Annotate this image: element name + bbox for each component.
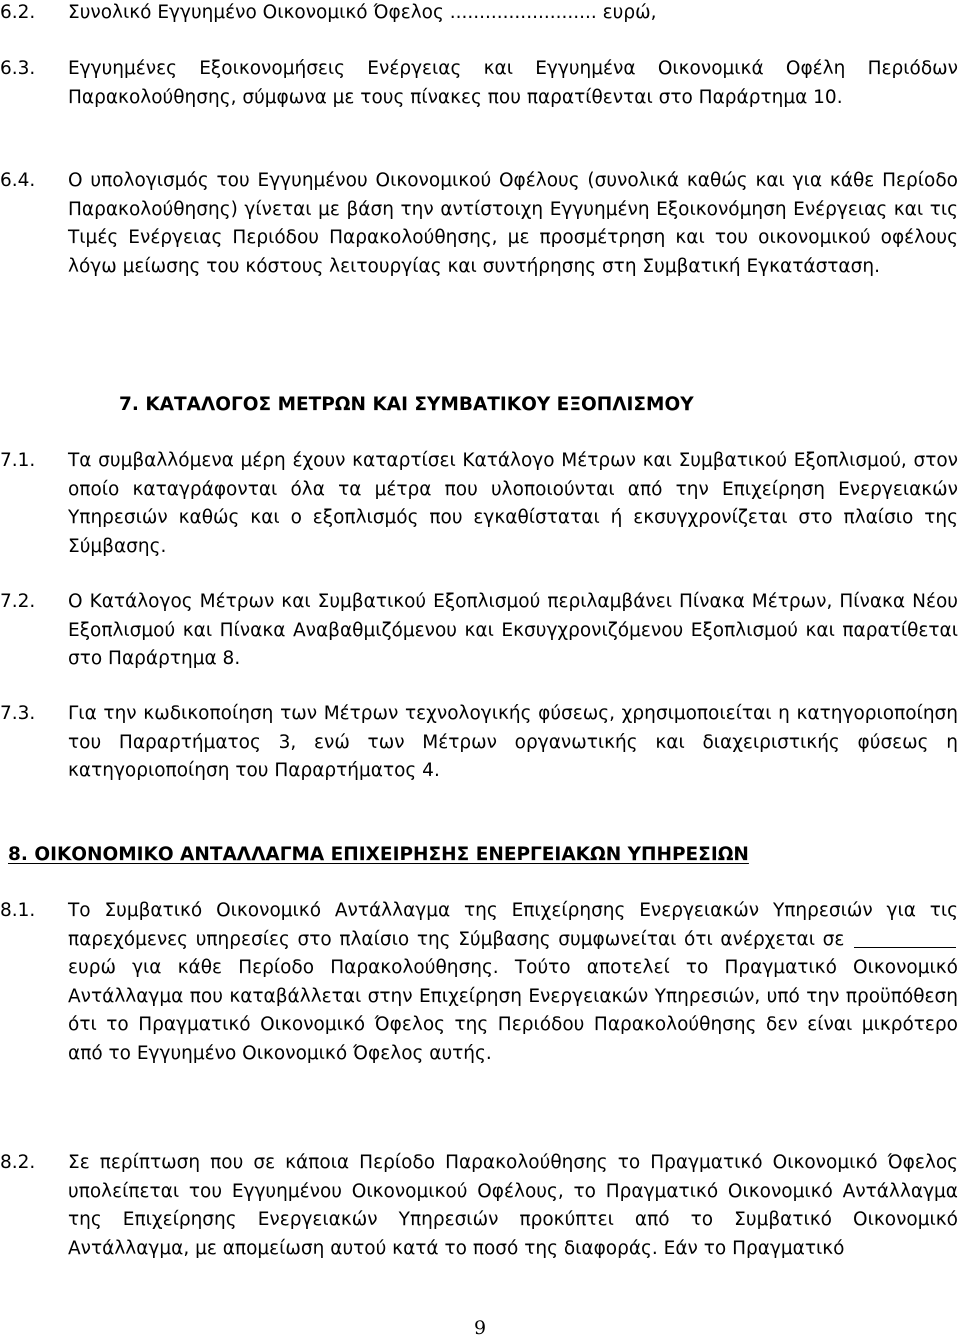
- section-number: 7.1.: [0, 450, 36, 471]
- section-number: 7.3.: [0, 703, 36, 724]
- section-text: Ο Κατάλογος Μέτρων και Συμβατικού Εξοπλισμού περιλαμβάνει Πίνακα Μέτρων, Πίνακα Νέου Εξοπλισμού και Πίνακα Αναβαθμιζόμενου και Εκσυγχρονιζόμενου Εξοπλισμού και παρατίθεται στο Παράρτημα 8.: [68, 591, 958, 670]
- section-text: Σε περίπτωση που σε κάποια Περίοδο Παρακολούθησης το Πραγματικό Οικονομικό Όφελος υπολείπεται του Εγγυημένου Οικονομικού Οφέλους, το Πραγματικό Οικονομικό Αντάλλαγμα της Επιχείρησης Ενεργειακών Υπηρεσιών προκύπτει από το Συμβατικό Οικονομικό Αντάλλαγμα, με απομείωση αυτού κατά το ποσό της διαφοράς. Εάν το Πραγματικό: [68, 1152, 958, 1259]
- section-text: Εγγυημένες Εξοικονομήσεις Ενέργειας και Εγγυημένα Οικονομικά Οφέλη Περιόδων Παρακολούθησης, σύμφωνα με τους πίνακες που παρατίθενται στο Παράρτημα 10.: [68, 58, 958, 108]
- section-number: 6.2.: [0, 2, 36, 23]
- section-text: Ο υπολογισμός του Εγγυημένου Οικονομικού Οφέλους (συνολικά καθώς και για κάθε Περίοδο Παρακολούθησης) γίνεται με βάση την αντίστοιχη Εγγυημένη Εξοικονόμηση Ενέργειας και τις Τιμές Ενέργειας Περιόδου Παρακολούθησης, με προσμέτρηση και του οικονομικού οφέλους λόγω μείωσης του κόστους λειτουργίας και συντήρησης στη Συμβατική Εγκατάσταση.: [68, 170, 958, 277]
- amount-blank-line: [854, 928, 956, 948]
- section-text: Τα συμβαλλόμενα μέρη έχουν καταρτίσει Κατάλογο Μέτρων και Συμβατικού Εξοπλισμού, στον οποίο καταγράφονται όλα τα μέτρα που υλοποιούνται από την Επιχείρηση Ενεργειακών Υπηρεσιών καθώς και ο εξοπλισμός που εγκαθίσταται ή εκσυγχρονίζεται στο πλαίσιο της Σύμβασης.: [68, 450, 958, 557]
- page-number: 9: [473, 1317, 487, 1339]
- section-6-3: [0, 55, 958, 112]
- section-number: 7.2.: [0, 591, 36, 612]
- section-7-2: [0, 588, 958, 674]
- section-number: 6.4.: [0, 170, 36, 191]
- section-6-2: [0, 0, 958, 28]
- section-text: Για την κωδικοποίηση των Μέτρων τεχνολογικής φύσεως, χρησιμοποιείται η κατηγοριοποίηση του Παραρτήματος 3, ενώ των Μέτρων οργανωτικής και διαχειριστικής φύσεως η κατηγοριοποίηση του Παραρτήματος 4.: [68, 703, 958, 782]
- section-7-1: [0, 447, 958, 561]
- section-8-2: [0, 1149, 958, 1263]
- section-text-before-blank: Το Συμβατικό Οικονομικό Αντάλλαγμα της Επιχείρησης Ενεργειακών Υπηρεσιών για τις παρεχόμενες υπηρεσίες στο πλαίσιο της Σύμβασης συμφωνείται ότι ανέρχεται σε: [68, 900, 958, 950]
- section-number: 6.3.: [0, 58, 36, 79]
- section-number: 8.2.: [0, 1152, 36, 1173]
- section-text-after-blank: ευρώ για κάθε Περίοδο Παρακολούθησης. Τούτο αποτελεί το Πραγματικό Οικονομικό Αντάλλαγμα που καταβάλλεται στην Επιχείρηση Ενεργειακών Υπηρεσιών, υπό την προϋπόθεση ότι το Πραγματικό Οικονομικό Όφελος της Περιόδου Παρακολούθησης δεν είναι μικρότερο από το Εγγυημένο Οικονομικό Όφελος αυτής.: [68, 957, 958, 1064]
- section-6-4: [0, 167, 958, 281]
- section-number: 8.1.: [0, 900, 36, 921]
- section-text: [68, 897, 958, 1069]
- heading-section-7: 7. ΚΑΤΑΛΟΓΟΣ ΜΕΤΡΩΝ ΚΑΙ ΣΥΜΒΑΤΙΚΟΥ ΕΞΟΠΛΙΣΜΟΥ: [119, 394, 694, 415]
- section-8-1: [0, 897, 958, 1069]
- section-7-3: [0, 700, 958, 786]
- section-text: Συνολικό Εγγυημένο Οικονομικό Όφελος ......................... ευρώ,: [68, 2, 657, 23]
- heading-section-8: 8. ΟΙΚΟΝΟΜΙΚΟ ΑΝΤΑΛΛΑΓΜΑ ΕΠΙΧΕΙΡΗΣΗΣ ΕΝΕΡΓΕΙΑΚΩΝ ΥΠΗΡΕΣΙΩΝ: [8, 844, 749, 865]
